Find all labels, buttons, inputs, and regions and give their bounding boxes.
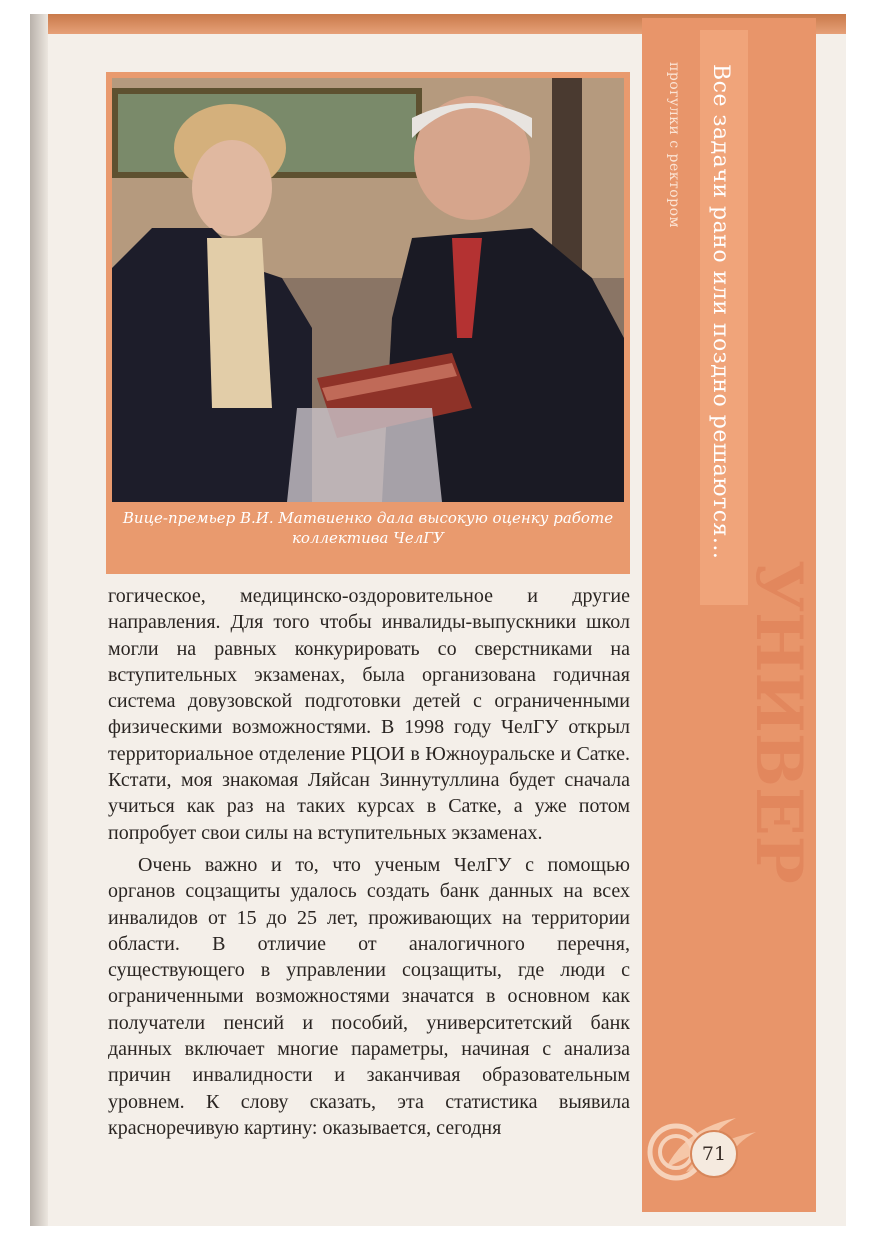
- article-text: [108, 583, 630, 1141]
- photo-caption: Вице-премьер В.И. Матвиенко дала высокую оценку работе коллектива ЧелГУ: [122, 509, 614, 547]
- binding-edge: [30, 14, 48, 1226]
- background-watermark: УНИВЕР: [741, 560, 816, 884]
- photo: [112, 78, 624, 502]
- chapter-subtitle: прогулки с ректором: [666, 62, 682, 228]
- page-number: 71: [690, 1130, 738, 1178]
- chapter-title: Все задачи рано или поздно решаются...: [708, 64, 733, 560]
- paragraph: Очень важно и то, что ученым ЧелГУ с помощью органов соцзащиты удалось создать банк данных на всех инвалидов от 15 до 25 лет, проживающих на территории области. В отличие от аналогичного перечня, существующего в управлении соцзащиты, где люди с ограниченными возможностями значатся в основном как получатели пенсий и пособий, университетский банк данных включает многие параметры, начиная с анализа причин инвалидности и заканчивая образовательным уровнем. К слову сказать, эта статистика выявила красноречивую картину: оказывается, сегодня: [108, 853, 630, 1139]
- photo-icon: [112, 78, 624, 502]
- paragraph: гогическое, медицинско-оздоровительное и другие направления. Для того чтобы инвалиды-выпускники школ могли на равных конкурировать со сверстниками на вступительных экзаменах, была организована годичная система довузовской подготовки детей с ограниченными физическими возможностями. В 1998 году ЧелГУ открыл территориальное отделение РЦОИ в Южноуральске и Сатке. Кстати, моя знакомая Ляйсан Зиннутуллина будет сначала учиться как раз на таких курсах в Сатке, а уже потом попробует свои силы на вступительных экзаменах.: [108, 585, 630, 844]
